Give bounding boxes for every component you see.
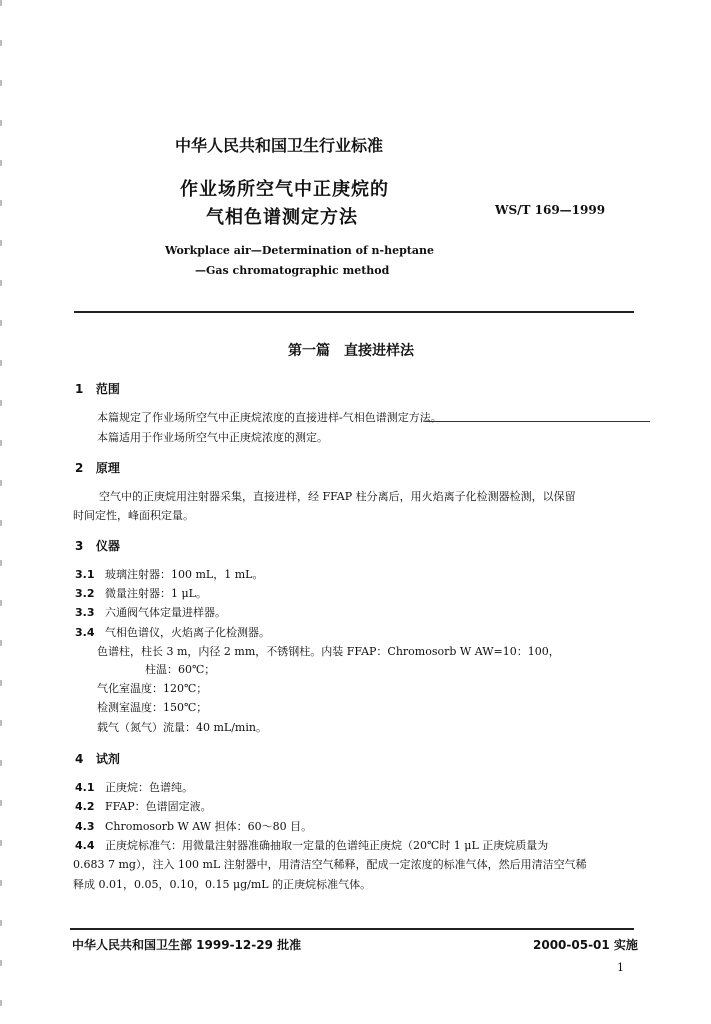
section-1-heading bbox=[75, 380, 120, 397]
section-4-heading bbox=[75, 750, 120, 767]
effective-date: 2000-05-01 实施 bbox=[533, 938, 638, 952]
item-text: Chromosorb W AW 担体：60～80 目。 bbox=[105, 820, 313, 833]
item-text: 微量注射器：1 μL。 bbox=[105, 587, 207, 600]
doc-title-line2: 气相色谱测定方法 bbox=[206, 207, 358, 228]
list-item bbox=[75, 779, 193, 797]
item-4-4-line3: 释成 0.01，0.05，0.10，0.15 μg/mL 的正庚烷标准气体。 bbox=[73, 878, 372, 891]
item-number: 4.4 bbox=[75, 839, 95, 852]
item-text: 正庚烷标准气：用微量注射器准确抽取一定量的色谱纯正庚烷（20℃时 1 μL 正庚烷质量为 bbox=[105, 839, 549, 852]
section-number: 4 bbox=[75, 752, 84, 766]
section-2-para1-line1: 空气中的正庚烷用注射器采集，直接进样，经 FFAP 柱分离后，用火焰离子化检测器检测，以保留 bbox=[99, 490, 576, 503]
english-title-line2: —Gas chromatographic method bbox=[195, 264, 390, 277]
page-number: 1 bbox=[617, 961, 624, 974]
section-1-para2: 本篇适用于作业场所空气中正庚烷浓度的测定。 bbox=[97, 431, 328, 444]
item-text: 六通阀气体定量进样器。 bbox=[105, 606, 226, 619]
section-number: 3 bbox=[75, 539, 84, 553]
item-text: FFAP：色谱固定液。 bbox=[105, 800, 212, 813]
section-title: 试剂 bbox=[95, 752, 120, 766]
list-item bbox=[75, 837, 548, 855]
scan-line-artifact bbox=[425, 421, 650, 422]
part-title: 第一篇 直接进样法 bbox=[288, 343, 414, 359]
list-item bbox=[75, 818, 312, 836]
section-number: 1 bbox=[75, 382, 84, 396]
item-number: 4.1 bbox=[75, 781, 95, 794]
footer-divider bbox=[70, 928, 634, 930]
section-title: 仪器 bbox=[95, 539, 120, 553]
list-item bbox=[75, 798, 212, 816]
section-1-para1: 本篇规定了作业场所空气中正庚烷浓度的直接进样-气相色谱测定方法。 bbox=[97, 411, 442, 424]
item-4-4-line2: 0.683 7 mg），注入 100 mL 注射器中，用清洁空气稀释，配成一定浓度的标准气体，然后用清洁空气稀 bbox=[73, 858, 587, 871]
section-title: 范围 bbox=[95, 382, 120, 396]
item-text: 气相色谱仪，火焰离子化检测器。 bbox=[105, 626, 270, 639]
scan-edge-marks bbox=[0, 0, 2, 1024]
approval-note: 中华人民共和国卫生部 1999-12-29 批准 bbox=[72, 938, 302, 952]
list-item bbox=[75, 604, 226, 622]
item-text: 正庚烷：色谱纯。 bbox=[105, 781, 193, 794]
vaporizer-temperature: 气化室温度：120℃； bbox=[97, 682, 208, 695]
section-3-heading bbox=[75, 537, 120, 554]
section-title: 原理 bbox=[95, 461, 120, 475]
carrier-gas-flow: 载气（氮气）流量：40 mL/min。 bbox=[97, 721, 267, 734]
item-text: 玻璃注射器：100 mL，1 mL。 bbox=[105, 568, 264, 581]
list-item bbox=[75, 585, 207, 603]
list-item bbox=[75, 624, 270, 642]
item-number: 3.3 bbox=[75, 606, 95, 619]
org-title: 中华人民共和国卫生行业标准 bbox=[175, 136, 384, 155]
column-temperature: 柱温：60℃； bbox=[145, 663, 216, 676]
section-number: 2 bbox=[75, 461, 84, 475]
column-spec: 色谱柱，柱长 3 m，内径 2 mm，不锈钢柱。内装 FFAP：Chromosorb W AW=10：100， bbox=[97, 645, 560, 658]
item-number: 4.3 bbox=[75, 820, 95, 833]
header-divider bbox=[74, 311, 634, 313]
english-title-line1: Workplace air—Determination of n-heptane bbox=[165, 244, 434, 257]
standard-code: WS/T 169—1999 bbox=[495, 203, 606, 217]
list-item bbox=[75, 566, 263, 584]
item-number: 4.2 bbox=[75, 800, 95, 813]
section-2-para1-line2: 时间定性，峰面积定量。 bbox=[73, 509, 194, 522]
item-number: 3.2 bbox=[75, 587, 95, 600]
item-number: 3.4 bbox=[75, 626, 95, 639]
detector-temperature: 检测室温度：150℃； bbox=[97, 701, 208, 714]
item-number: 3.1 bbox=[75, 568, 95, 581]
section-2-heading bbox=[75, 459, 120, 476]
doc-title-line1: 作业场所空气中正庚烷的 bbox=[180, 179, 389, 200]
